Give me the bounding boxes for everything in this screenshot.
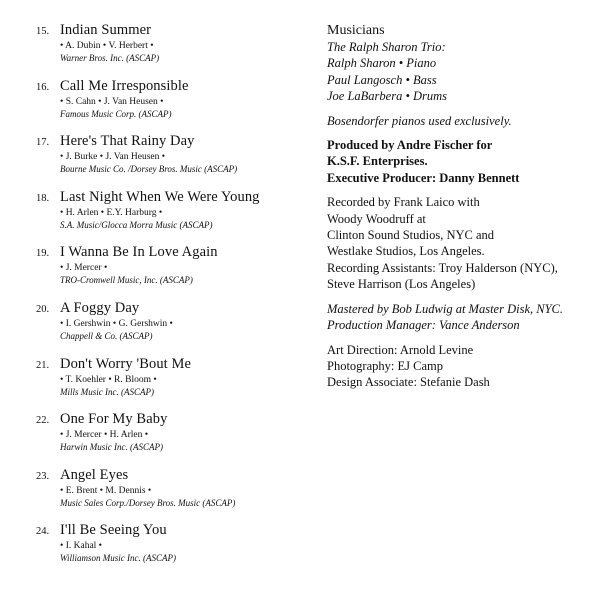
track-number: 17. bbox=[36, 137, 50, 149]
track-publisher: Mills Music Inc. (ASCAP) bbox=[60, 386, 154, 397]
track-composers: • H. Arlen • E.Y. Harburg • bbox=[60, 207, 163, 218]
production-manager: Production Manager: Vance Anderson bbox=[327, 318, 520, 333]
track-item bbox=[36, 300, 306, 356]
track-title: A Foggy Day bbox=[60, 299, 140, 316]
track-title: One For My Baby bbox=[60, 411, 168, 428]
track-title: Angel Eyes bbox=[60, 466, 129, 483]
track-publisher: Williamson Music Inc. (ASCAP) bbox=[60, 553, 176, 564]
track-number: 18. bbox=[36, 192, 50, 204]
track-item bbox=[36, 522, 306, 578]
track-item bbox=[36, 22, 306, 78]
track-composers: • I. Gershwin • G. Gershwin • bbox=[60, 318, 173, 329]
track-title: Here's That Rainy Day bbox=[60, 133, 195, 150]
track-number: 19. bbox=[36, 248, 50, 260]
track-publisher: Harwin Music Inc. (ASCAP) bbox=[60, 442, 163, 453]
track-item bbox=[36, 356, 306, 412]
track-item bbox=[36, 411, 306, 467]
musician-piano: Ralph Sharon • Piano bbox=[327, 56, 437, 71]
musician-bass: Paul Langosch • Bass bbox=[327, 72, 437, 87]
track-composers: • J. Mercer • H. Arlen • bbox=[60, 430, 149, 441]
track-publisher: TRO-Cromwell Music, Inc. (ASCAP) bbox=[60, 275, 193, 286]
track-composers: • S. Cahn • J. Van Heusen • bbox=[60, 96, 164, 107]
track-number: 16. bbox=[36, 81, 50, 93]
producer-line-2: K.S.F. Enterprises. bbox=[327, 154, 428, 169]
track-publisher: Bourne Music Co. /Dorsey Bros. Music (ASCAP) bbox=[60, 164, 238, 175]
track-composers: • T. Koehler • R. Bloom • bbox=[60, 374, 157, 385]
track-composers: • A. Dubin • V. Herbert • bbox=[60, 41, 154, 51]
track-title: Last Night When We Were Young bbox=[60, 188, 260, 205]
track-publisher: Music Sales Corp./Dorsey Bros. Music (ASCAP) bbox=[60, 497, 236, 508]
track-list bbox=[36, 22, 306, 578]
track-publisher: Famous Music Corp. (ASCAP) bbox=[60, 108, 172, 119]
track-publisher: Chappell & Co. (ASCAP) bbox=[60, 330, 153, 341]
track-number: 21. bbox=[36, 359, 50, 371]
track-title: I'll Be Seeing You bbox=[60, 522, 167, 539]
recording-line-1: Recorded by Frank Laico with bbox=[327, 195, 480, 210]
track-composers: • J. Mercer • bbox=[60, 263, 108, 274]
track-item bbox=[36, 467, 306, 523]
track-title: Indian Summer bbox=[60, 22, 152, 38]
track-title: Don't Worry 'Bout Me bbox=[60, 355, 192, 372]
track-number: 20. bbox=[36, 303, 50, 315]
trio-name: The Ralph Sharon Trio: bbox=[327, 40, 446, 54]
track-item bbox=[36, 78, 306, 134]
art-direction: Art Direction: Arnold Levine bbox=[327, 342, 474, 357]
pianos-note: Bosendorfer pianos used exclusively. bbox=[327, 113, 512, 128]
recording-assistants: Recording Assistants: Troy Halderson (NYC), bbox=[327, 260, 558, 275]
photography: Photography: EJ Camp bbox=[327, 358, 443, 373]
track-title: Call Me Irresponsible bbox=[60, 77, 189, 94]
recording-line-3: Clinton Sound Studios, NYC and bbox=[327, 228, 495, 243]
track-number: 24. bbox=[36, 526, 50, 538]
track-composers: • I. Kahal • bbox=[60, 541, 102, 552]
track-number: 15. bbox=[36, 26, 50, 37]
track-item bbox=[36, 244, 306, 300]
executive-producer: Executive Producer: Danny Bennett bbox=[327, 170, 520, 185]
musician-drums: Joe LaBarbera • Drums bbox=[327, 89, 447, 104]
musicians-heading: Musicians bbox=[327, 23, 385, 38]
track-title: I Wanna Be In Love Again bbox=[60, 244, 218, 261]
credits-column bbox=[327, 22, 592, 391]
track-composers: • J. Burke • J. Van Heusen • bbox=[60, 152, 166, 163]
track-item bbox=[36, 133, 306, 189]
mastering-credit: Mastered by Bob Ludwig at Master Disk, NYC. bbox=[327, 301, 563, 316]
track-item bbox=[36, 189, 306, 245]
track-number: 22. bbox=[36, 415, 50, 427]
track-composers: • E. Brent • M. Dennis • bbox=[60, 485, 152, 496]
track-publisher: Warner Bros. Inc. (ASCAP) bbox=[60, 53, 160, 63]
producer-line-1: Produced by Andre Fischer for bbox=[327, 138, 493, 153]
track-number: 23. bbox=[36, 470, 50, 482]
recording-assistant-la: Steve Harrison (Los Angeles) bbox=[327, 277, 476, 292]
recording-line-4: Westlake Studios, Los Angeles. bbox=[327, 244, 485, 259]
recording-line-2: Woody Woodruff at bbox=[327, 211, 426, 226]
track-publisher: S.A. Music/Glocca Morra Music (ASCAP) bbox=[60, 219, 213, 230]
design-associate: Design Associate: Stefanie Dash bbox=[327, 375, 490, 390]
